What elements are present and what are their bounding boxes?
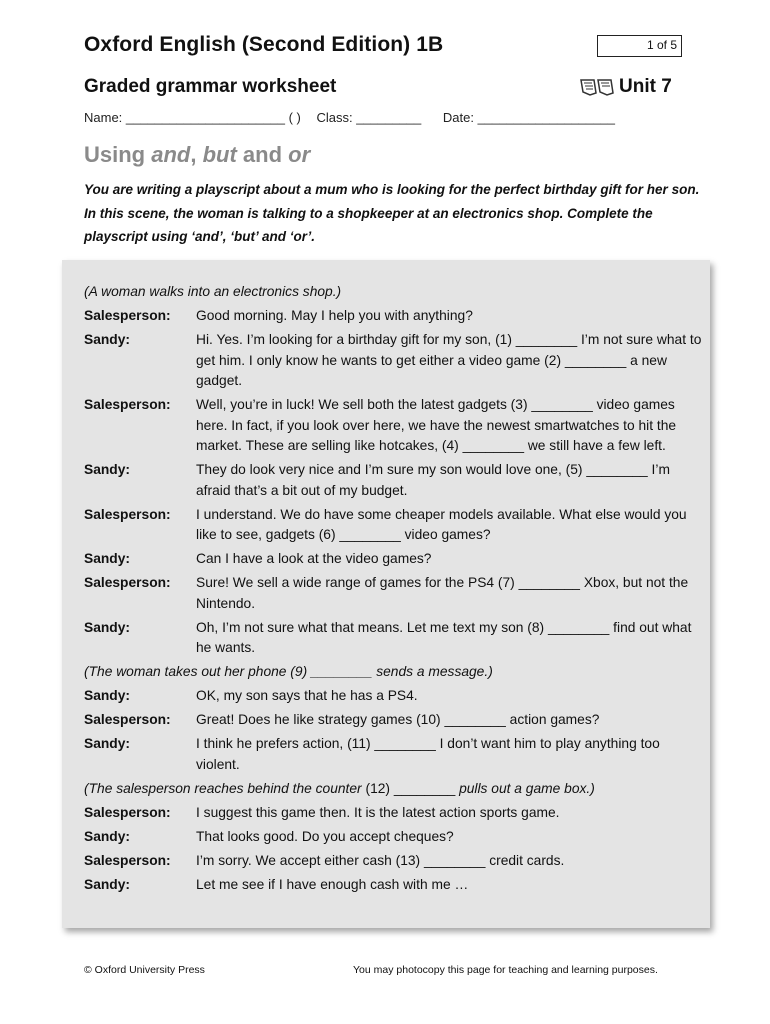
speaker: Sandy: (84, 462, 130, 477)
copyright: © Oxford University Press (84, 964, 205, 976)
date-field[interactable]: Date: ___________________ (442, 110, 615, 125)
speaker: Salesperson: (84, 397, 171, 412)
script-line (84, 875, 704, 896)
playscript (84, 282, 704, 899)
dialogue: I suggest this game then. It is the latest action sports game. (196, 804, 560, 820)
dialogue: Let me see if I have enough cash with me … (196, 876, 469, 892)
script-line (84, 618, 704, 659)
speaker: Salesperson: (84, 575, 171, 590)
dialogue: Great! Does he like strategy games (10) ________ action games? (196, 712, 600, 727)
speaker: Sandy: (84, 736, 130, 751)
speaker: Sandy: (84, 876, 130, 892)
speaker: Salesperson: (84, 506, 171, 522)
script-line (84, 686, 704, 707)
student-fields (84, 110, 619, 125)
speaker: Sandy: (84, 551, 130, 566)
unit-label: Unit 7 (619, 76, 672, 97)
dialogue: I understand. We do have some cheaper models available. What else would you like to see, gadgets (6) ________ video games? (196, 506, 687, 542)
worksheet-title: Oxford English (Second Edition) 1B (84, 33, 444, 56)
dialogue: Sure! We sell a wide range of games for the PS4 (7) ________ Xbox, but not the Nintendo. (196, 575, 689, 611)
grade-icon (579, 77, 615, 97)
stage-direction: (The woman takes out her phone (9) ________ sends a message.) (84, 664, 493, 679)
dialogue: Oh, I’m not sure what that means. Let me text my son (8) ________ find out what he wants. (196, 619, 692, 655)
worksheet-subtitle: Graded grammar worksheet (84, 76, 337, 97)
script-line (84, 734, 704, 775)
script-line (84, 851, 704, 872)
section-heading: Using and, but and or (84, 142, 311, 167)
dialogue: I think he prefers action, (11) ________ I don’t want him to play anything too violent. (196, 736, 660, 772)
script-line (84, 710, 704, 731)
speaker: Salesperson: (84, 804, 171, 820)
dialogue: Well, you’re in luck! We sell both the latest gadgets (3) ________ video games here. In fact, if you look over here, we have the newest smartwatches to hit the market. These are selling like hotcakes, (4) ________ we still have a few left. (196, 397, 677, 453)
stage-direction: (The salesperson reaches behind the counter (12) ________ pulls out a game box.) (84, 780, 595, 796)
speaker: Salesperson: (84, 712, 171, 727)
class-field[interactable]: Class: _________ (316, 110, 422, 125)
name-field[interactable]: Name: ______________________ ( ) (84, 110, 301, 125)
photocopy-note: You may photocopy this page for teaching and learning purposes. (353, 964, 658, 976)
script-line (84, 460, 704, 501)
dialogue: I’m sorry. We accept either cash (13) ________ credit cards. (196, 852, 565, 868)
page-indicator: 1 of 5 (597, 35, 682, 57)
stage-direction: (A woman walks into an electronics shop.) (84, 284, 342, 299)
speaker: Sandy: (84, 688, 130, 703)
script-line (84, 395, 704, 457)
speaker: Sandy: (84, 332, 130, 347)
speaker: Salesperson: (84, 852, 171, 868)
dialogue: Can I have a look at the video games? (196, 551, 432, 566)
script-line (84, 549, 704, 570)
script-line (84, 306, 704, 327)
speaker: Salesperson: (84, 308, 171, 323)
script-line (84, 573, 704, 614)
script-line (84, 505, 704, 546)
script-line (84, 330, 704, 392)
dialogue: They do look very nice and I’m sure my son would love one, (5) ________ I’m afraid that’s a bit out of my budget. (196, 462, 670, 498)
unit-label-group (579, 76, 672, 98)
dialogue: That looks good. Do you accept cheques? (196, 828, 454, 844)
dialogue: Good morning. May I help you with anything? (196, 308, 473, 323)
script-line (84, 803, 704, 824)
instructions: You are writing a playscript about a mum who is looking for the perfect birthday gift for her son. In this scene, the woman is talking to a shopkeeper at an electronics shop. Complete the playscript using ‘and’, ‘but’ and ‘or’. (84, 182, 700, 244)
dialogue: OK, my son says that he has a PS4. (196, 688, 418, 703)
dialogue: Hi. Yes. I’m looking for a birthday gift for my son, (1) ________ I’m not sure what to get him. I only know he wants to get either a video game (2) ________ a new gadget. (196, 332, 702, 388)
speaker: Sandy: (84, 619, 130, 635)
speaker: Sandy: (84, 828, 130, 844)
script-line (84, 827, 704, 848)
